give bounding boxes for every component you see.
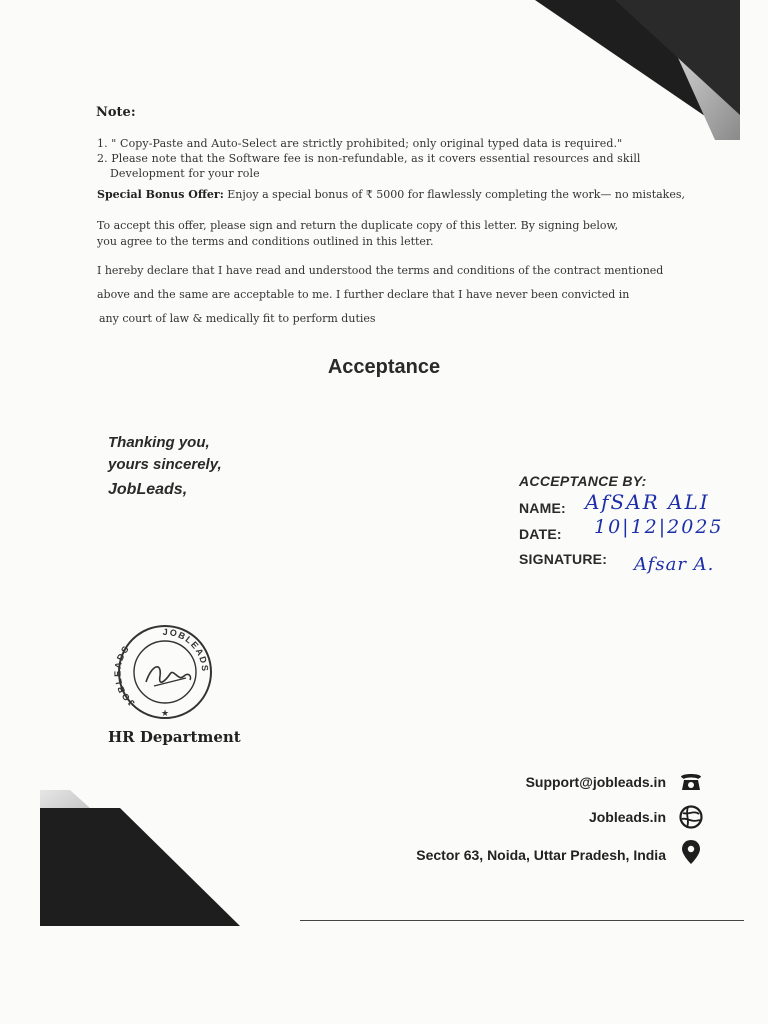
contact-email[interactable]: Support@jobleads.in [525, 774, 666, 790]
declaration-line-2: above and the same are acceptable to me. I further declare that I have never been convicted in [97, 288, 630, 301]
svg-text:JOBLEADS: JOBLEADS [162, 626, 211, 673]
declaration-line-3: any court of law & medically fit to perform duties [99, 312, 376, 325]
note-item-2-continued: Development for your role [110, 167, 260, 180]
note-item-1: 1. " Copy-Paste and Auto-Select are strictly prohibited; only original typed data is required." [97, 137, 623, 150]
date-handwritten: 10|12|2025 [594, 516, 724, 538]
date-label: DATE: [519, 526, 562, 542]
hr-department-label: HR Department [108, 728, 241, 746]
contact-website[interactable]: Jobleads.in [588, 809, 666, 825]
declaration-line-1: I hereby declare that I have read and understood the terms and conditions of the contract mentioned [97, 264, 664, 277]
closing-company: JobLeads, [108, 481, 188, 498]
signature-handwritten: Afsar A. [634, 554, 715, 575]
acceptance-by-title: ACCEPTANCE BY: [519, 473, 647, 489]
globe-icon [678, 804, 704, 830]
location-pin-icon [678, 839, 704, 865]
svg-text:JOBLEADS: JOBLEADS [112, 643, 137, 709]
corner-decoration-bottom-left [0, 780, 300, 930]
corner-decoration-top-right [520, 0, 768, 150]
acceptance-heading: Acceptance [327, 356, 441, 378]
accept-offer-line-1: To accept this offer, please sign and return the duplicate copy of this letter. By signing below, [97, 219, 619, 232]
bonus-offer [97, 188, 685, 201]
company-seal-icon [108, 624, 226, 722]
note-item-2: 2. Please note that the Software fee is non-refundable, as it covers essential resources and skill [97, 152, 641, 165]
svg-text:★: ★ [160, 709, 170, 719]
accept-offer-line-2: you agree to the terms and conditions outlined in this letter. [97, 235, 434, 248]
telephone-icon [678, 768, 704, 794]
name-label: NAME: [519, 500, 566, 516]
footer-divider [300, 920, 744, 921]
signature-label: SIGNATURE: [519, 551, 608, 567]
closing-thanks: Thanking you, [108, 434, 210, 451]
closing-sincerely: yours sincerely, [108, 456, 222, 473]
bonus-offer-label: Special Bonus Offer: [97, 188, 224, 201]
contact-address: Sector 63, Noida, Uttar Pradesh, India [416, 847, 666, 863]
bonus-offer-text: Enjoy a special bonus of ₹ 5000 for flawlessly completing the work— no mistakes, [223, 188, 685, 201]
note-title: Note: [96, 105, 136, 120]
name-handwritten: AfSAR ALI [585, 490, 710, 514]
